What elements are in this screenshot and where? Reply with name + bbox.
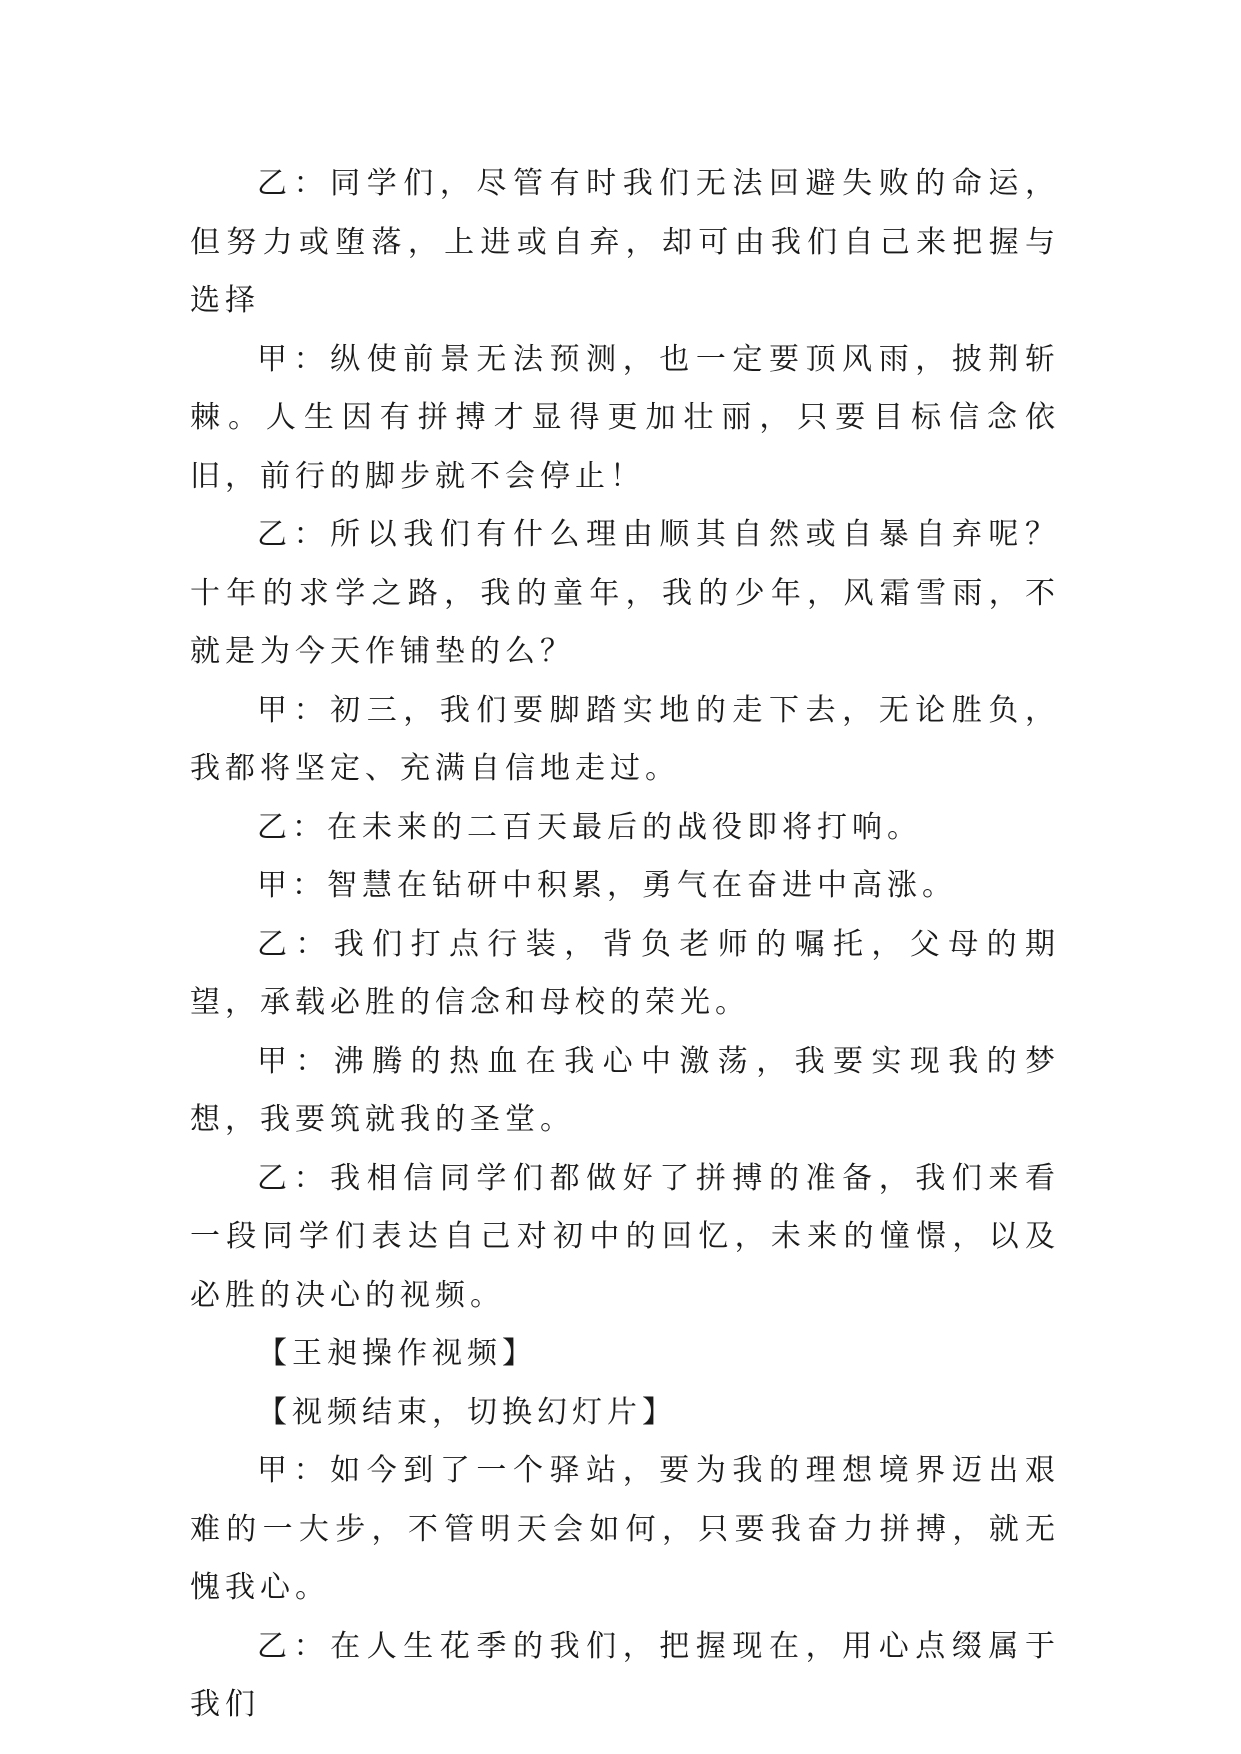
paragraph: 乙：在未来的二百天最后的战役即将打响。 [257,809,922,845]
paragraph: 甲：如今到了一个驿站，要为我的理想境界迈出艰难的一大步，不管明天会如何，只要我奋力拼搏，就无愧我心。 [190,1453,1060,1605]
stage-direction: 【视频结束，切换幻灯片】 [257,1394,677,1430]
document-body [190,155,1060,1735]
paragraph: 乙：同学们，尽管有时我们无法回避失败的命运，但努力或堕落，上进或自弃，却可由我们自己来把握与选择 [190,166,1060,318]
stage-direction: 【王昶操作视频】 [257,1336,537,1371]
paragraph: 乙：所以我们有什么理由顺其自然或自暴自弃呢？十年的求学之路，我的童年，我的少年，风霜雪雨，不就是为今天作铺垫的么？ [190,517,1060,669]
paragraph: 甲：纵使前景无法预测，也一定要顶风雨，披荆斩棘。人生因有拼搏才显得更加壮丽，只要目标信念依旧，前行的脚步就不会停止！ [190,341,1060,494]
paragraph: 乙：在人生花季的我们，把握现在，用心点缀属于我们 [190,1628,1060,1722]
paragraph: 甲：智慧在钻研中积累，勇气在奋进中高涨。 [257,868,957,903]
paragraph: 甲：初三，我们要脚踏实地的走下去，无论胜负，我都将坚定、充满自信地走过。 [190,692,1060,786]
paragraph: 甲：沸腾的热血在我心中激荡，我要实现我的梦想，我要筑就我的圣堂。 [190,1043,1060,1137]
paragraph: 乙：我们打点行装，背负老师的嘱托，父母的期望，承载必胜的信念和母校的荣光。 [190,926,1060,1020]
paragraph: 乙：我相信同学们都做好了拼搏的准备，我们来看一段同学们表达自己对初中的回忆，未来的憧憬，以及必胜的决心的视频。 [190,1160,1060,1313]
